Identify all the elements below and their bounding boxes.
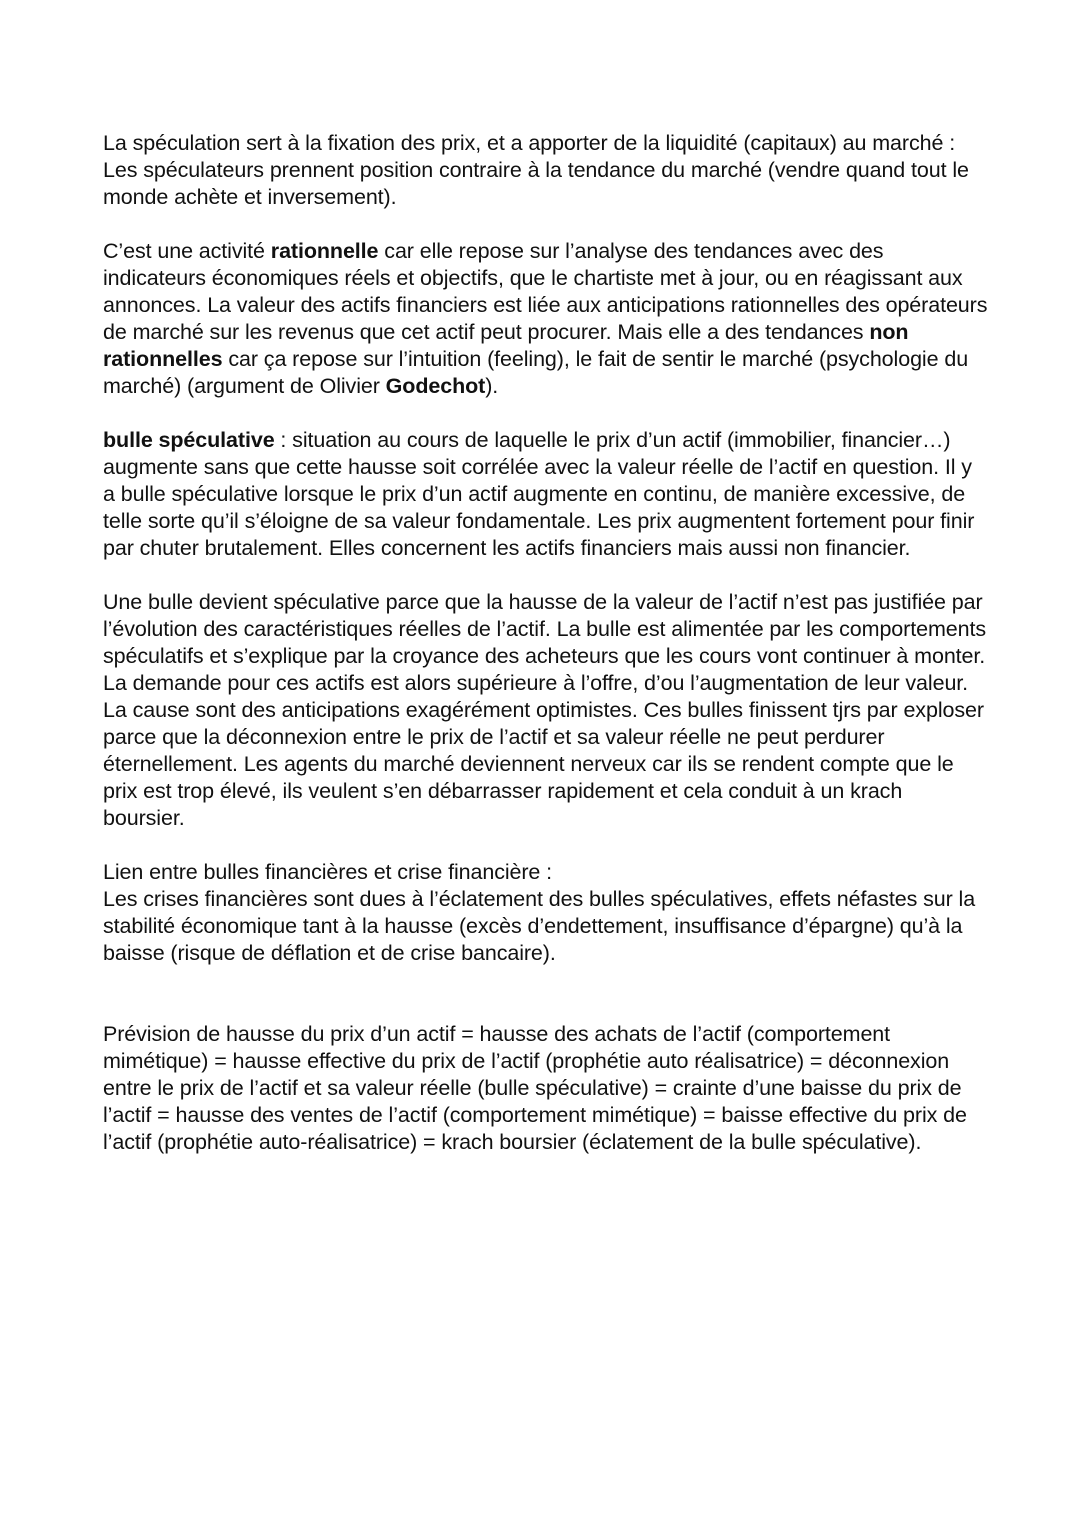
paragraph-speculation-role: La spéculation sert à la fixation des prix, et a apporter de la liquidité (capitaux) au marché : Les spéculateurs prennent position contraire à la tendance du marché (vendre quand tout le monde achète et inversement). bbox=[103, 131, 969, 209]
definition-text: : situation au cours de laquelle le prix d’un actif (immobilier, financier…) augmente sans que cette hausse soit corrélée avec la valeur réelle de l’actif en question. Il y a bulle spéculative lorsque le prix d’un actif augmente en continu, de manière excessive, de telle sorte qu’il s’éloigne de sa valeur fondamentale. Les prix augmentent fortement pour finir par chuter brutalement. Elles concernent les actifs financiers mais aussi non financier. bbox=[103, 428, 975, 560]
paragraph-bulle-definition bbox=[103, 427, 988, 562]
spacer bbox=[103, 400, 988, 427]
spacer bbox=[103, 967, 988, 1021]
text-run: car elle repose sur l’analyse des tendances avec des indicateurs économiques réels et objectifs, que le chartiste met à jour, ou en réagissant aux annonces. La valeur des actifs financiers est liée aux anticipations rationnelles des opérateurs de marché sur les revenus que cet actif peut procurer. Mais elle a des tendances bbox=[103, 239, 988, 344]
text-run: ). bbox=[485, 374, 499, 398]
spacer bbox=[103, 832, 988, 859]
paragraph-chain: Prévision de hausse du prix d’un actif = hausse des achats de l’actif (comportement mimétique) = hausse effective du prix de l’actif (prophétie auto réalisatrice) = déconnexion entre le prix de l’actif et sa valeur réelle (bulle spéculative) = crainte d’une baisse du prix de l’actif = hausse des ventes de l’actif (comportement mimétique) = baisse effective du prix de l’actif (prophétie auto-réalisatrice) = krach boursier (éclatement de la bulle spéculative). bbox=[103, 1022, 967, 1154]
bold-rationnelle: rationnelle bbox=[270, 239, 379, 263]
paragraph-rationality bbox=[103, 238, 988, 400]
paragraph-link-text: Les crises financières sont dues à l’éclatement des bulles spéculatives, effets néfastes sur la stabilité économique tant à la hausse (excès d’endettement, insuffisance d’épargne) qu’à la baisse (risque de déflation et de crise bancaire). bbox=[103, 887, 976, 965]
text-run: car ça repose sur l’intuition (feeling), le fait de sentir le marché (psychologie du marché) (argument de Olivier bbox=[103, 347, 969, 398]
paragraph-bulle-explanation: Une bulle devient spéculative parce que la hausse de la valeur de l’actif n’est pas justifiée par l’évolution des caractéristiques réelles de l’actif. La bulle est alimentée par les comportements spéculatifs et s’explique par la croyance des acheteurs que les cours vont continuer à monter. La demande pour ces actifs est alors supérieure à l’offre, d’ou l’augmentation de leur valeur. La cause sont des anticipations exagérément optimistes. Ces bulles finissent tjrs par exploser parce que la déconnexion entre le prix de l’actif et sa valeur réelle ne peut perdurer éternellement. Les agents du marché deviennent nerveux car ils se rendent compte que le prix est trop élevé, ils veulent s’en débarrasser rapidement et cela conduit à un krach boursier. bbox=[103, 590, 987, 830]
document-page bbox=[103, 130, 988, 1156]
term-bulle-speculative: bulle spéculative bbox=[103, 428, 275, 452]
paragraph-link-heading: Lien entre bulles financières et crise financière : bbox=[103, 860, 553, 884]
text-run: C’est une activité bbox=[103, 239, 271, 263]
bold-non-rationnelles: non rationnelles bbox=[103, 320, 909, 371]
spacer bbox=[103, 211, 988, 238]
bold-godechot: Godechot bbox=[385, 374, 486, 398]
spacer bbox=[103, 562, 988, 589]
